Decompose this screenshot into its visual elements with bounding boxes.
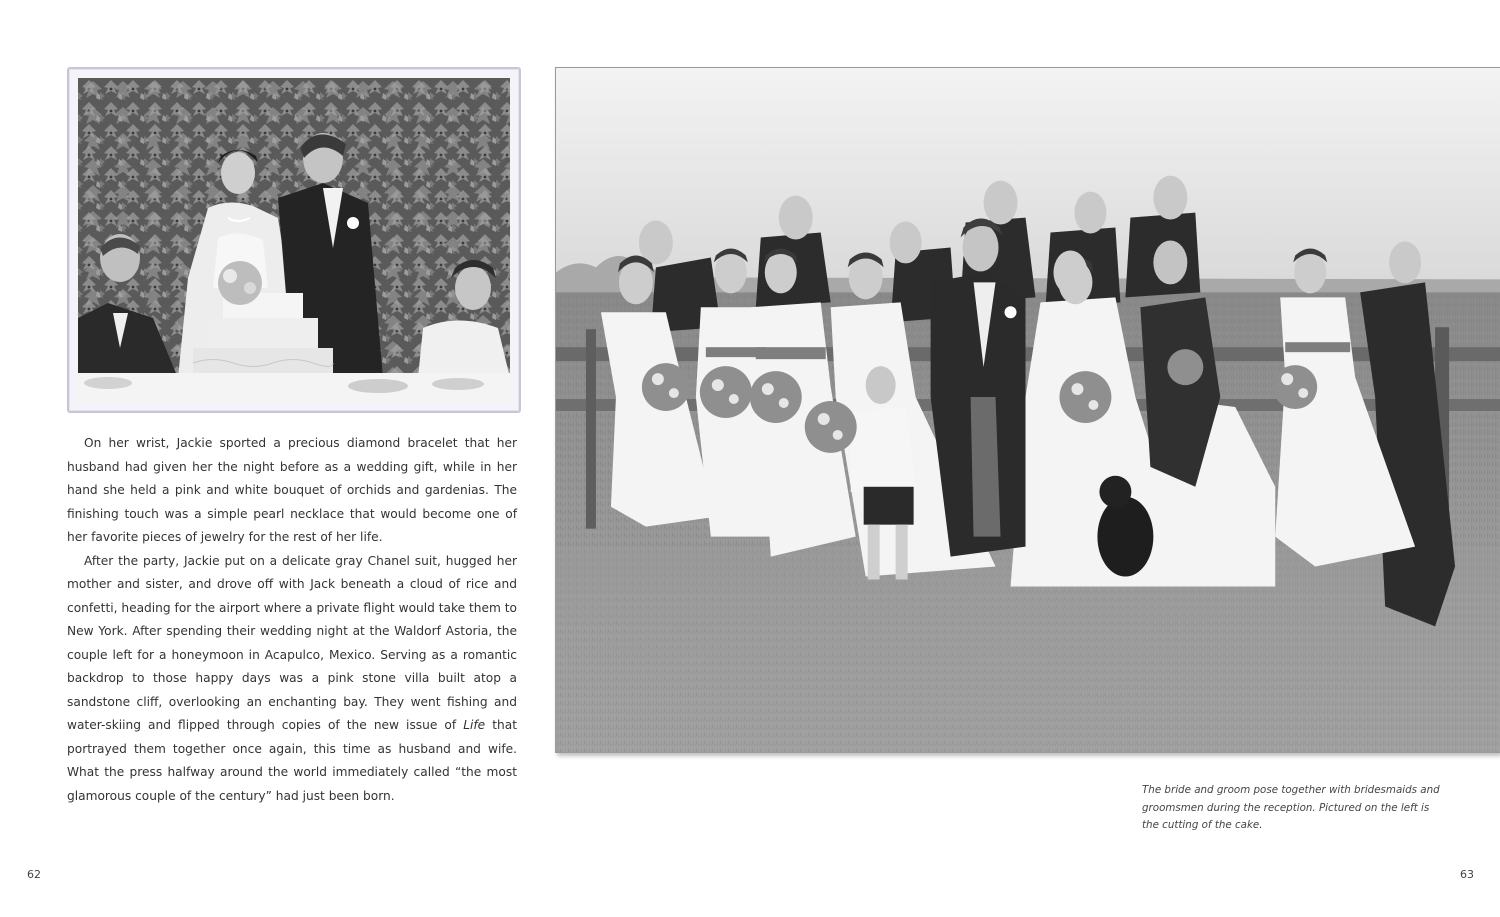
- cake-cutting-photo-image: [78, 78, 510, 402]
- wedding-party-photo: [555, 67, 1500, 753]
- magazine-title-italic: Life: [463, 718, 486, 732]
- page-number-right: 63: [1460, 868, 1474, 881]
- paragraph-1: [67, 432, 517, 550]
- wedding-party-photo-image: [556, 68, 1500, 752]
- paragraph-2-text-end: that portrayed them together once again, this time as husband and wife. What the press halfway around the world immediately called “the most glamorous couple of the century” had just been born.: [67, 718, 517, 803]
- paragraph-2-text-start: After the party, Jackie put on a delicate gray Chanel suit, hugged her mother and sister, and drove off with Jack beneath a cloud of rice and confetti, heading for the airport where a private flight would take them to New York. After spending their wedding night at the Waldorf Astoria, the couple left for a honeymoon in Acapulco, Mexico. Serving as a romantic backdrop to those happy days was a pink stone villa built atop a sandstone cliff, overlooking an enchanting bay. They went fishing and water-skiing and flipped through copies of the new issue of: [67, 553, 517, 732]
- page-number-left: 62: [27, 868, 41, 881]
- photo-caption: The bride and groom pose together with bridesmaids and groomsmen during the reception. Pictured on the left is the cutting of the cake.: [1142, 784, 1440, 831]
- article-body: [67, 432, 517, 808]
- paragraph-2: [67, 550, 517, 809]
- paragraph-1-text: On her wrist, Jackie sported a precious diamond bracelet that her husband had given her the night before as a wedding gift, while in her hand she held a pink and white bouquet of orchids and gardenias. The finishing touch was a simple pearl necklace that would become one of her favorite pieces of jewelry for the rest of her life.: [67, 436, 517, 544]
- cake-cutting-photo: [78, 78, 510, 402]
- cake-cutting-photo-frame: [67, 67, 521, 413]
